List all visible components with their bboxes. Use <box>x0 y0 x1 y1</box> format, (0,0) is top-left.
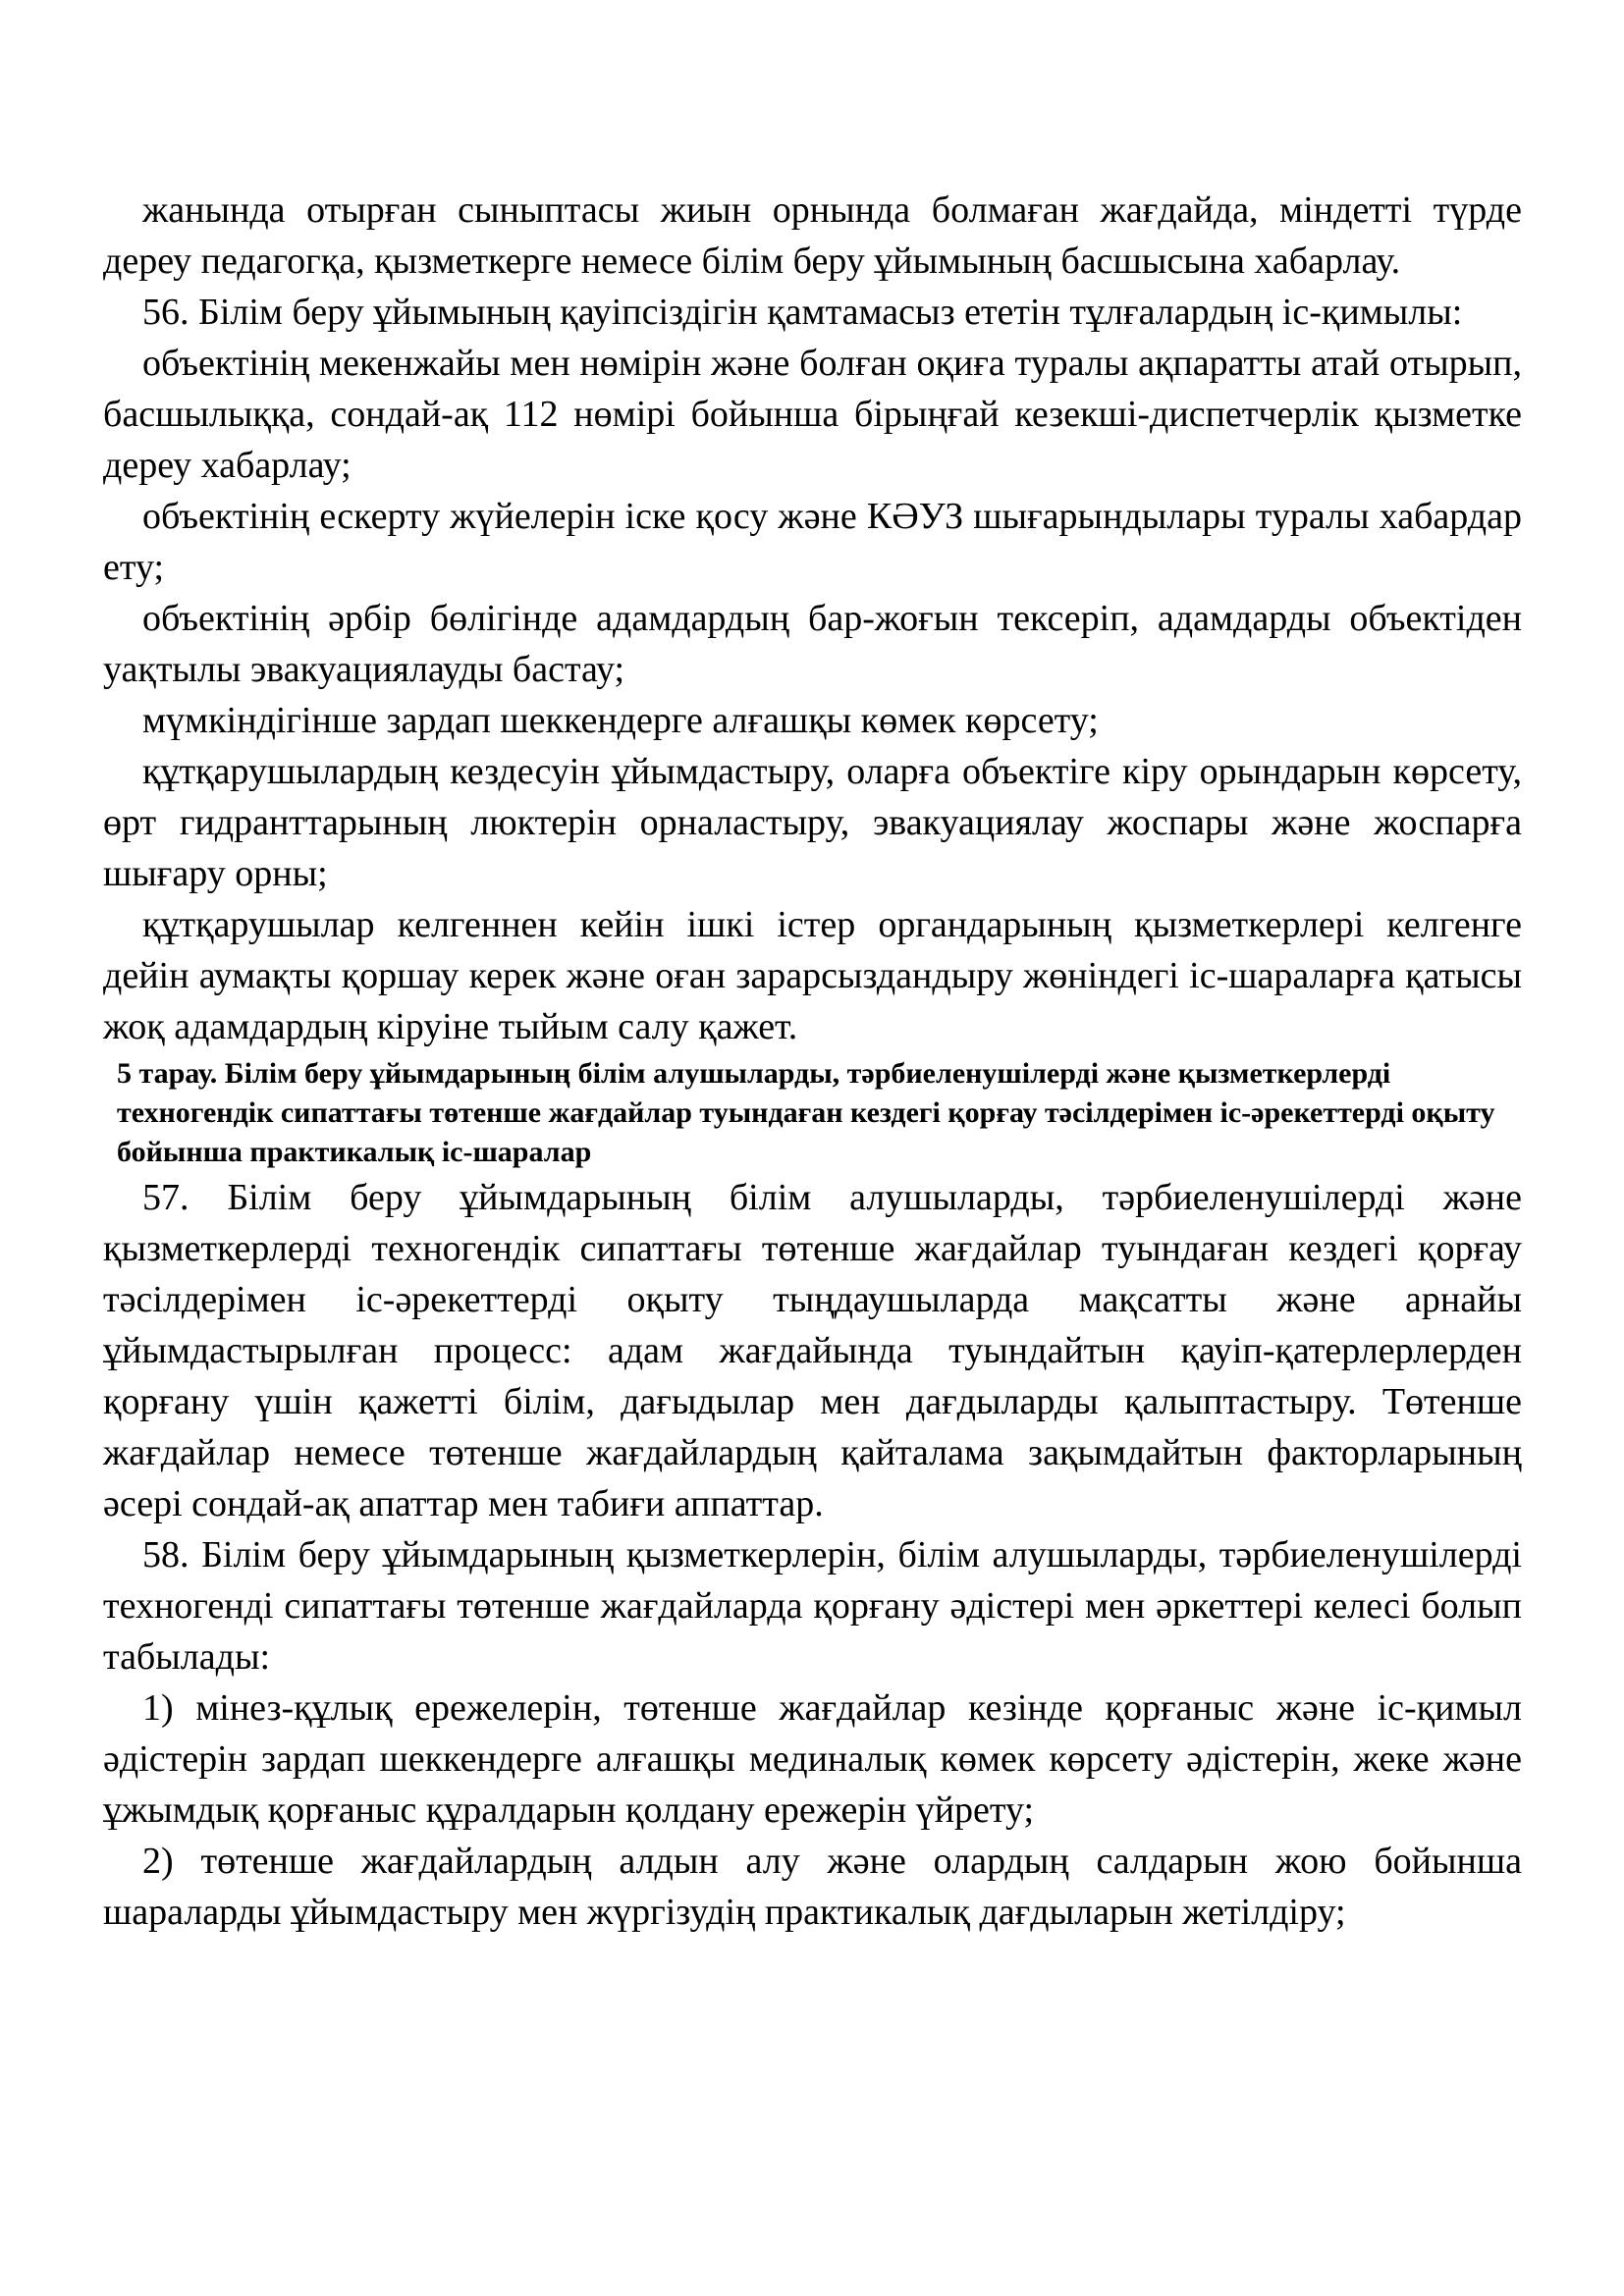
paragraph-action-notify-112: объектінің мекенжайы мен нөмірін және болған оқиға туралы ақпаратты атай отырып, басшылыққа, сондай-ақ 112 нөмірі бойынша бірыңғай кезекші-диспетчерлік қызметке дереу хабарлау; <box>103 343 1522 486</box>
paragraph-action-warning-systems: объектінің ескерту жүйелерін іске қосу және КӘУЗ шығарындылары туралы хабардар ету; <box>103 496 1522 588</box>
paragraph-intro-continuation: жанында отырған сыныптасы жиын орнында болмаған жағдайда, міндетті түрде дереу педагогқа, қызметкерге немесе білім беру ұйымының басшысына хабарлау. <box>103 189 1522 282</box>
paragraph-action-rescuers-meeting: құтқарушылардың кездесуін ұйымдастыру, оларға объектіге кіру орындарын көрсету, өрт гидранттарының люктерін орналастыру, эвакуациялау жоспары және жоспарға шығару орны; <box>103 751 1522 894</box>
paragraph-item-58: 58. Білім беру ұйымдарының қызметкерлерін, білім алушыларды, тәрбиеленушілерді техногенді сипаттағы төтенше жағдайларда қорғану әдістері мен әркеттері келесі болып табылады: <box>103 1534 1522 1678</box>
paragraph-subitem-2: 2) төтенше жағдайлардың алдын алу және олардың салдарын жою бойынша шараларды ұйымдастыру мен жүргізудің практикалық дағдыларын жетілдіру; <box>103 1841 1522 1933</box>
paragraph-item-57: 57. Білім беру ұйымдарының білім алушыларды, тәрбиеленушілерді және қызметкерлерді техногендік сипаттағы төтенше жағдайлар туындаған кездегі қорғау тәсілдерімен іс-әрекеттерді оқыту тыңдаушыларда мақсатты және арнайы ұйымдастырылған процесс: адам жағдайында туындайтын қауіп-қатерлерлерден қорғану үшін қажетті білім, дағыдылар мен дағдыларды қалыптастыру. Төтенше жағдайлар немесе төтенше жағдайлардың қайталама зақымдайтын факторларының әсері сондай-ақ апаттар мен табиғи аппаттар. <box>103 1177 1522 1524</box>
paragraph-action-cordon-area: құтқарушылар келгеннен кейін ішкі істер органдарының қызметкерлері келгенге дейін аумақты қоршау керек және оған зарарсыздандыру жөніндегі іс-шараларға қатысы жоқ адамдардың кіруіне тыйым салу қажет. <box>103 904 1522 1047</box>
paragraph-subitem-1: 1) мінез-құлық ережелерін, төтенше жағдайлар кезінде қорғаныс және іс-қимыл әдістерін зардап шеккендерге алғашқы мединалық көмек көрсету әдістерін, жеке және ұжымдық қорғаныс құралдарын қолдану ережерін үйрету; <box>103 1687 1522 1831</box>
paragraph-item-56: 56. Білім беру ұйымының қауіпсіздігін қамтамасыз ететін тұлғалардың іс-қимылы: <box>142 292 1463 333</box>
paragraph-action-evacuation: объектінің әрбір бөлігінде адамдардың бар-жоғын тексеріп, адамдарды объектіден уақтылы эвакуациялауды бастау; <box>103 598 1522 690</box>
chapter-5-heading: 5 тарау. Білім беру ұйымдарының білім алушыларды, тәрбиеленушілерді және қызметкерлерді техногендік сипаттағы төтенше жағдайлар туындаған кездегі қорғау тәсілдерімен іс-әрекеттерді оқыту бойынша практикалық іс-шаралар <box>117 1057 1495 1168</box>
paragraph-action-first-aid: мүмкіндігінше зардап шеккендерге алғашқы көмек көрсету; <box>142 700 1099 741</box>
